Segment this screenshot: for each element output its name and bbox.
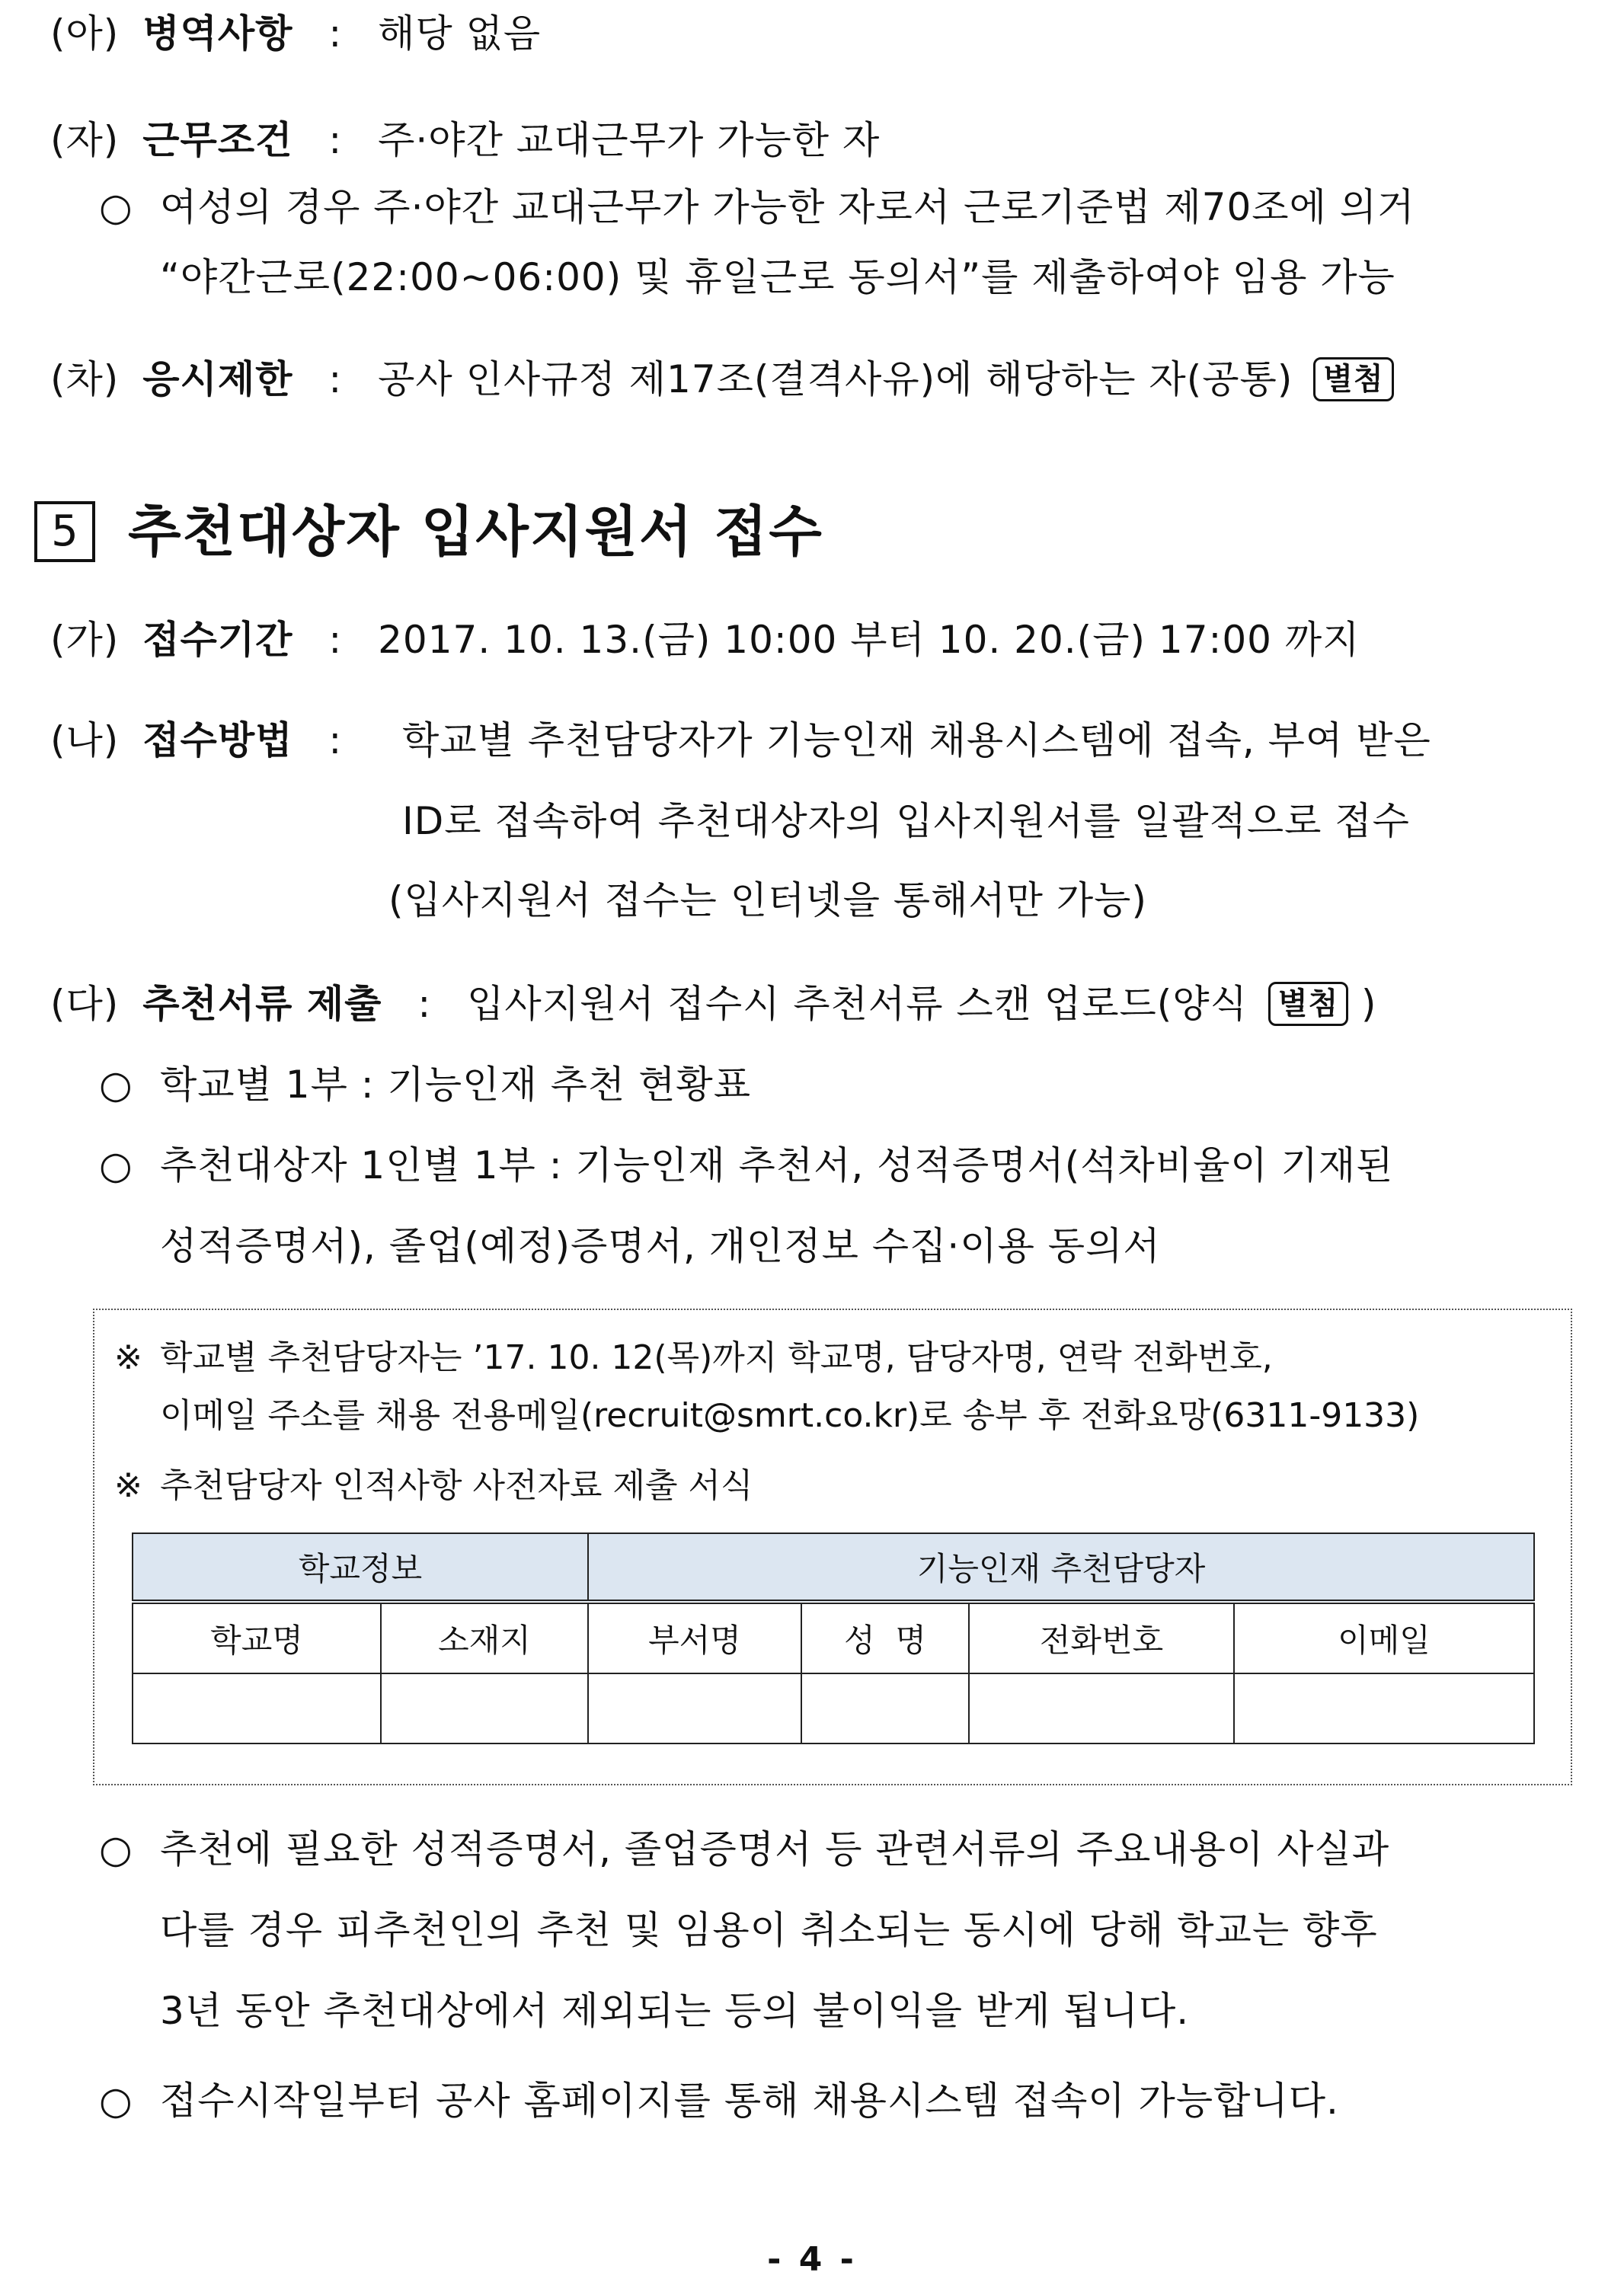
note-text-line: 이메일 주소를 채용 전용메일(recruit@smrt.co.kr)로 송부 후 전화요망(6311-9133)	[160, 1396, 1420, 1435]
item-sep: :	[328, 357, 343, 401]
table-cell	[969, 1673, 1234, 1743]
item-sep: :	[417, 982, 432, 1026]
item-text: 주·야간 교대근무가 가능한 자	[378, 118, 881, 162]
bullet-marker: ○	[99, 2079, 133, 2123]
table-header-row	[133, 1602, 1534, 1673]
item-text-close: )	[1361, 982, 1377, 1026]
table-header-cell: 성 명	[801, 1602, 969, 1673]
item-term: 근무조건	[142, 118, 293, 162]
table-header-cell: 소재지	[381, 1602, 588, 1673]
item-documents	[50, 980, 1377, 1029]
table-header-cell: 이메일	[1234, 1602, 1534, 1673]
item-term: 접수방법	[142, 718, 293, 762]
bullet-text-line: 3년 동안 추천대상에서 제외되는 등의 불이익을 받게 됩니다.	[160, 1989, 1190, 2033]
note-text: 추천담당자 인적사항 사전자료 제출 서식	[160, 1466, 753, 1505]
item-text: 해당 없음	[378, 11, 542, 56]
item-text: 공사 인사규정 제17조(결격사유)에 해당하는 자(공통)	[378, 357, 1293, 401]
item-method	[50, 716, 342, 765]
bullet-text-line: 여성의 경우 주·야간 교대근무가 가능한 자로서 근로기준법 제70조에 의거	[160, 185, 1415, 229]
bullet-marker: ○	[99, 1063, 133, 1107]
item-text: 2017. 10. 13.(금) 10:00 부터 10. 20.(금) 17:00 까지	[378, 618, 1360, 662]
bullet-marker: ○	[99, 1143, 133, 1187]
item-text-line: 학교별 추천담당자가 기능인재 채용시스템에 접속, 부여 받은	[402, 718, 1431, 762]
table-group-school: 학교정보	[133, 1533, 588, 1602]
page-number: - 4 -	[767, 2240, 857, 2279]
table-group-officer: 기능인재 추천담당자	[588, 1533, 1534, 1602]
item-restriction	[50, 355, 1394, 404]
bullet-text-line: 추천에 필요한 성적증명서, 졸업증명서 등 관련서류의 주요내용이 사실과	[160, 1827, 1390, 1871]
table-cell	[133, 1673, 381, 1743]
table-header-cell: 부서명	[588, 1602, 801, 1673]
item-work-condition	[50, 116, 880, 165]
table-group-header-row	[133, 1533, 1534, 1602]
note-text-line: 학교별 추천담당자는 ’17. 10. 12(목)까지 학교명, 담당자명, 연락 전화번호,	[160, 1338, 1273, 1377]
item-text: 입사지원서 접수시 추천서류 스캔 업로드(양식	[467, 982, 1248, 1026]
bullet-text-line: 성적증명서), 졸업(예정)증명서, 개인정보 수집·이용 동의서	[160, 1224, 1161, 1268]
bullet-text-line: “야간근로(22:00~06:00) 및 휴일근로 동의서”를 제출하여야 임용 가능	[160, 255, 1395, 299]
section-number: 5	[34, 501, 95, 562]
bullet-marker: ○	[99, 185, 133, 229]
item-term: 추천서류 제출	[142, 982, 382, 1026]
item-sep: :	[328, 118, 343, 162]
bullet-marker: ○	[99, 1827, 133, 1871]
table-header-cell: 학교명	[133, 1602, 381, 1673]
item-marker: (아)	[50, 11, 120, 56]
item-text-line: ID로 접속하여 추천대상자의 입사지원서를 일괄적으로 접수	[402, 799, 1410, 843]
table-cell	[381, 1673, 588, 1743]
item-marker: (차)	[50, 357, 120, 401]
item-term: 접수기간	[142, 618, 293, 662]
attachment-badge: 별첨	[1313, 357, 1393, 401]
bullet-text-line: 추천대상자 1인별 1부 : 기능인재 추천서, 성적증명서(석차비율이 기재된	[160, 1143, 1394, 1187]
item-text-line: (입사지원서 접수는 인터넷을 통해서만 가능)	[388, 878, 1147, 922]
table-cell	[588, 1673, 801, 1743]
table-cell	[801, 1673, 969, 1743]
table-cell	[1234, 1673, 1534, 1743]
item-marker: (다)	[50, 982, 120, 1026]
item-term: 응시제한	[142, 357, 293, 401]
contact-form-table	[132, 1533, 1535, 1744]
item-term: 병역사항	[142, 11, 293, 56]
item-military	[50, 9, 541, 58]
bullet-text: 학교별 1부 : 기능인재 추천 현황표	[160, 1063, 752, 1107]
bullet-text	[160, 183, 1571, 232]
item-sep: :	[328, 718, 343, 762]
note-mark: ※	[114, 1338, 142, 1377]
item-period	[50, 615, 1360, 664]
bullet-text: 접수시작일부터 공사 홈페이지를 통해 채용시스템 접속이 가능합니다.	[160, 2079, 1339, 2123]
table-header-cell: 전화번호	[969, 1602, 1234, 1673]
attachment-badge: 별첨	[1268, 982, 1348, 1026]
item-sep: :	[328, 11, 343, 56]
item-marker: (가)	[50, 618, 120, 662]
section-title: 추천대상자 입사지원서 접수	[128, 500, 823, 564]
table-empty-row	[133, 1673, 1534, 1743]
bullet-text-line: 다를 경우 피추천인의 추천 및 임용이 취소되는 동시에 당해 학교는 향후	[160, 1908, 1378, 1952]
item-sep: :	[328, 618, 343, 662]
item-marker: (자)	[50, 118, 120, 162]
note-mark: ※	[114, 1466, 142, 1505]
item-marker: (나)	[50, 718, 120, 762]
